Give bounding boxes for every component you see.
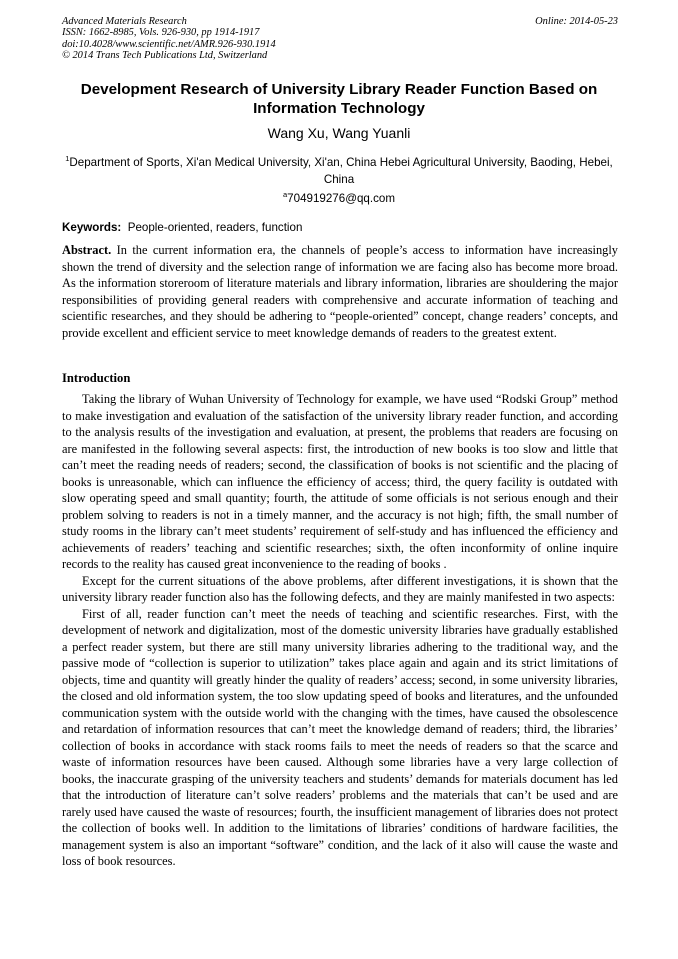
- keywords-text: People-oriented, readers, function: [127, 221, 303, 234]
- paragraph: Taking the library of Wuhan University of Technology for example, we have used “Rodski Group” method to make investigation and evaluation of the satisfaction of the university library reader function, and according to the analysis results of the investigation and evaluation, at present, the problems that readers are focusing on are manifested in the following several aspects: first, the introduction of new books is too slow and little that can’t meet the reading needs of readers; second, the classification of books is not scientific and the placing of books is unreasonable, which can influence the efficiency of access; third, the query facility is outdated with slow operating speed and small quantity; fourth, the attitude of some officials is not serious enough and their problem solving to readers is not in a timely manner, and the accuracy is not high; fifth, the small number of study rooms in the library can’t meet students’ requirement of self-study and has influenced the efficiency and achievements of readers’ teaching and scientific researches; sixth, the often inconformity of online inquire records to the reality has caused great inconvenience to the reading of books .: [62, 392, 618, 571]
- paper-title: Development Research of University Library Reader Function Based on Information Technology: [80, 81, 598, 117]
- email-marker: a: [283, 190, 288, 200]
- journal-header: [62, 16, 618, 62]
- abstract: [62, 242, 618, 341]
- issn-line: ISSN: 1662-8985, Vols. 926-930, pp 1914-1917: [62, 27, 260, 39]
- introduction-body: [62, 391, 618, 870]
- affiliation: [56, 155, 622, 188]
- affiliation-text: Department of Sports, Xi'an Medical University, Xi'an, China Hebei Agricultural University, Baoding, Hebei, China: [69, 156, 613, 186]
- section-heading: Introduction: [62, 371, 131, 385]
- abstract-label: Abstract.: [62, 243, 112, 257]
- email-address: 704919276@qq.com: [287, 192, 395, 205]
- author-list: Wang Xu, Wang Yuanli: [267, 125, 411, 141]
- author-email: [40, 191, 638, 207]
- paragraph: Except for the current situations of the above problems, after different investigations, it is shown that the university library reader function also has the following defects, and they are mainly manifested in two aspects:: [62, 573, 618, 604]
- keywords: [62, 220, 618, 236]
- online-date: Online: 2014-05-23: [535, 16, 618, 27]
- keywords-label: Keywords:: [62, 221, 122, 234]
- journal-name: Advanced Materials Research: [62, 16, 187, 27]
- copyright-line: © 2014 Trans Tech Publications Ltd, Switzerland: [62, 50, 268, 62]
- affiliation-marker: 1: [65, 154, 70, 164]
- abstract-text: In the current information era, the channels of people’s access to information have increasingly shown the trend of diversity and the selection range of information we are facing also has become more broad. As the information storeroom of literature materials and library information, libraries are shouldering the major responsibilities of providing general readers with comprehensive and accurate information of teaching and scientific researches, and they should be adhering to “people-oriented” concept, change readers’ concepts, and provide excellent and efficient service to meet knowledge demands of readers to the greatest extent.: [62, 243, 618, 340]
- paragraph: First of all, reader function can’t meet the needs of teaching and scientific researches. First, with the development of network and digitalization, most of the domestic university libraries have gradually established a perfect reader system, but there are still many university libraries adhering to the traditional way, and the passive mode of “collection is superior to utilization” takes place again and again and its strict limitations of objects, time and quantity will greatly hinder the quality of readers’ access; second, in some university libraries, the closed and old information system, the too slow updating speed of books and literatures, and the unfounded communication system with the outside world with the changing with the times, have caused the obsolescence and retardation of information resources that can’t meet the knowledge demand of readers; third, the libraries’ collection of books in accordance with stack rooms fails to meet the needs of readers so that the scarce and waste of information resources have been caused. Although some libraries have a very large collection of books, the inaccurate grasping of the university teachers and students’ demands for materials document has led that the introduction of literature can’t solve readers’ problems and the materials that can’t be used and are rarely used have caused the waste of resources; fourth, the insufficient management of libraries does not protect the collection of books well. In addition to the limitations of libraries’ conditions of hardware facilities, the management system is also an important “software” condition, and the lack of it also will cause the waste and loss of book resources.: [62, 606, 618, 868]
- doi-line: doi:10.4028/www.scientific.net/AMR.926-930.1914: [62, 38, 276, 50]
